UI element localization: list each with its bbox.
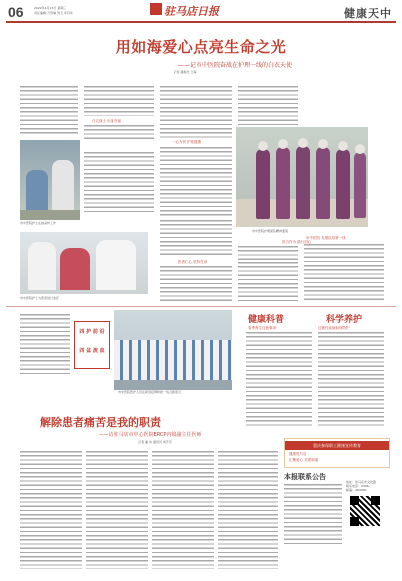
treatment-photo-caption: 市中医院护士为患者进行治疗 (20, 296, 60, 300)
lead-subtitle: ——记市中医院奋战在护理一线的白衣天使 (177, 62, 292, 69)
notice-box (284, 472, 388, 552)
lead-column-5 (160, 220, 232, 258)
health-science-title-b: 科学养护 (326, 315, 363, 325)
lead-column-3 (160, 86, 232, 138)
lead-title: 用如海爱心点亮生命之光 (115, 38, 287, 56)
lead-column-8 (160, 266, 232, 302)
side-column-heading: 市中医院 支援抗疫第一线 (306, 236, 346, 240)
subhead-1: 白衣战士 出征在前 (92, 119, 122, 123)
notice-line-1: 地址：驻马店市文化路 (346, 480, 377, 484)
masthead-logo (150, 2, 230, 17)
lead-column-2 (84, 86, 154, 116)
nurse-group-photo (236, 127, 368, 227)
swab-sampling-photo (20, 140, 80, 220)
swab-photo-caption: 市中医院护士在做采样工作 (20, 221, 57, 225)
masthead-seal-icon (150, 3, 162, 15)
bottom-column-2 (86, 451, 148, 569)
health-science-box (238, 312, 388, 432)
column-badge-line-2: 四 盆 流 血 (79, 348, 105, 354)
masthead-title: 驻马店日报 (164, 5, 219, 18)
lead-byline: 记者 潘春光 王海 (173, 70, 197, 74)
lead-column-2b (84, 125, 154, 139)
subhead-4: 医者仁心 坚持在身 (178, 260, 208, 264)
editor-line: 责任编辑:万雪琳 刘飞 李丹华 (34, 11, 73, 15)
health-item-1: 春季养生注意事项 (248, 326, 276, 330)
lead-column-6 (238, 246, 298, 260)
bottom-column-1 (20, 451, 82, 569)
column-badge (74, 321, 110, 369)
bottom-article-byline: 记者 潘 伟 通讯员 刘芳芳 (138, 440, 172, 444)
bottom-column-4 (218, 451, 278, 569)
side-column-text (304, 244, 384, 300)
ad-banner-title: 重庆参保职工健康宣传教育 (285, 441, 389, 450)
team-photo-caption: 市中医院医护人员在新冠疫情防控一线合影留念 (118, 390, 182, 394)
team-photo (114, 310, 232, 390)
ad-banner (284, 438, 390, 468)
side-notes-left (20, 314, 70, 374)
lead-column-2c (84, 152, 154, 212)
page-number: 06 (8, 4, 24, 20)
health-item-2: 过敏性疾病如何防护 (318, 326, 350, 330)
qr-code-icon[interactable] (350, 496, 380, 526)
mid-rule (6, 306, 396, 307)
notice-line-2: 联系电话：0396- (346, 484, 370, 488)
health-science-title-a: 健康科普 (248, 315, 285, 325)
bottom-article-subtitle: ——访驻马店市中心医院ERCP内镜副主任医师 (98, 432, 202, 438)
patient-treatment-photo (20, 232, 148, 294)
bottom-column-3 (152, 451, 214, 569)
subhead-2: 一心为民 护佑健康 (172, 140, 202, 144)
subhead-3: 担当作为 践行初心 (282, 240, 312, 244)
notice-text (284, 484, 342, 544)
lead-column-4 (238, 86, 298, 126)
health-column-2 (318, 332, 384, 428)
date-line: 2022年4月13日 星期三 (34, 6, 67, 10)
bottom-article-title: 解除患者痛苦是我的职责 (40, 416, 161, 429)
ad-banner-line-2: 汇聚爱心 共建和谐 (289, 458, 319, 462)
section-title: 健康天中 (344, 7, 392, 20)
header-rule (6, 21, 396, 23)
lead-column-7 (238, 262, 298, 302)
notice-line-3: 邮编：463000 (346, 488, 367, 492)
lead-column-1 (20, 86, 78, 136)
column-badge-line-1: 四 护 前 沿 (79, 329, 105, 335)
group-photo-caption: 市中医院护理团队精神面貌 (252, 229, 289, 233)
lead-column-3b (160, 147, 232, 217)
notice-title: 本报联系公告 (284, 473, 326, 481)
ad-banner-line-1: 健康驻马店 (289, 452, 307, 456)
